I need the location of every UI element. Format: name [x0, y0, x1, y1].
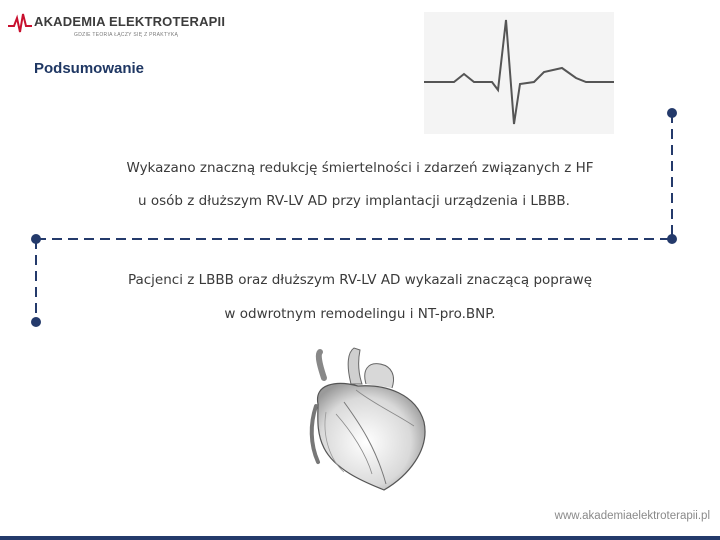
- slide-title: Podsumowanie: [34, 60, 145, 77]
- heart-illustration: [296, 344, 446, 494]
- paragraph-2-line-2: w odwrotnym remodelingu i NT-pro.BNP.: [224, 306, 496, 322]
- logo-subtitle: GDZIE TEORIA ŁĄCZY SIĘ Z PRAKTYKĄ: [74, 32, 179, 38]
- paragraph-2-line-1: Pacjenci z LBBB oraz dłuższym RV-LV AD wykazali znaczącą poprawę: [127, 272, 593, 288]
- bottom-accent-bar: [0, 536, 720, 540]
- footer-url: www.akademiaelektroterapii.pl: [554, 510, 710, 522]
- paragraph-1-line-2: u osób z dłuższym RV-LV AD przy implantacji urządzenia i LBBB.: [138, 193, 570, 209]
- logo-title: AKADEMIA ELEKTROTERAPII: [34, 14, 226, 29]
- paragraph-1-line-1: Wykazano znaczną redukcję śmiertelności i zdarzeń związanych z HF: [126, 160, 594, 176]
